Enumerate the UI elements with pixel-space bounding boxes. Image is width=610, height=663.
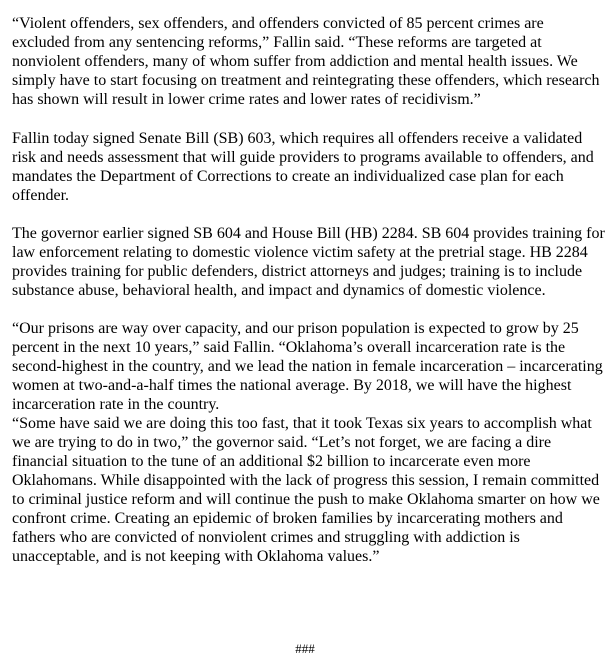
text-line: to criminal justice reform and will continue the push to make Oklahoma smarter on how we [12,491,600,508]
text-line: Oklahomans. While disappointed with the lack of progress this session, I remain committed [12,472,600,489]
text-line: has shown will result in lower crime rates and lower rates of recidivism.” [12,91,481,108]
text-line: we are trying to do in two,” the governor said. “Let’s not forget, we are facing a dire [12,434,552,451]
text-line: fathers who are convicted of nonviolent crimes and struggling with addiction is [12,529,520,546]
text-line: The governor earlier signed SB 604 and House Bill (HB) 2284. SB 604 provides training for [12,225,605,242]
text-line: financial situation to the tune of an additional $2 billion to incarcerate even more [12,453,531,470]
end-mark: ### [295,641,315,656]
paragraph-prison-capacity [12,319,610,414]
paragraph-governor-quote [12,414,610,566]
text-line: women at two-and-a-half times the national average. By 2018, we will have the highest [12,377,572,394]
text-line: incarceration rate in the country. [12,396,220,413]
text-line: simply have to start focusing on treatment and reintegrating these offenders, which research [12,72,600,89]
text-line: law enforcement relating to domestic violence victim safety at the pretrial stage. HB 2284 [12,244,588,261]
text-line: “Our prisons are way over capacity, and our prison population is expected to grow by 25 [12,320,579,337]
text-line: nonviolent offenders, many of whom suffer from addiction and mental health issues. We [12,53,578,70]
text-line: substance abuse, behavioral health, and impact and dynamics of domestic violence. [12,282,546,299]
text-line: risk and needs assessment that will guide providers to programs available to offenders, and [12,149,594,166]
text-line: percent in the next 10 years,” said Fallin. “Oklahoma’s overall incarceration rate is the [12,339,566,356]
text-line: confront crime. Creating an epidemic of broken families by incarcerating mothers and [12,510,563,527]
text-line: unacceptable, and is not keeping with Oklahoma values.” [12,548,380,565]
text-line: Fallin today signed Senate Bill (SB) 603, which requires all offenders receive a validated [12,130,583,147]
text-line: provides training for public defenders, district attorneys and judges; training is to include [12,263,583,280]
paragraph-sb603 [12,129,610,205]
text-line: second-highest in the country, and we lead the nation in female incarceration – incarcerating [12,358,603,375]
text-line: “Some have said we are doing this too fast, that it took Texas six years to accomplish what [12,415,592,432]
text-line: excluded from any sentencing reforms,” Fallin said. “These reforms are targeted at [12,34,542,51]
paragraph-sb604-hb2284 [12,224,610,300]
text-line: offender. [12,187,70,204]
paragraph-quote-violent-offenders [12,14,610,109]
text-line: “Violent offenders, sex offenders, and offenders convicted of 85 percent crimes are [12,15,544,32]
text-line: mandates the Department of Corrections to create an individualized case plan for each [12,168,564,185]
